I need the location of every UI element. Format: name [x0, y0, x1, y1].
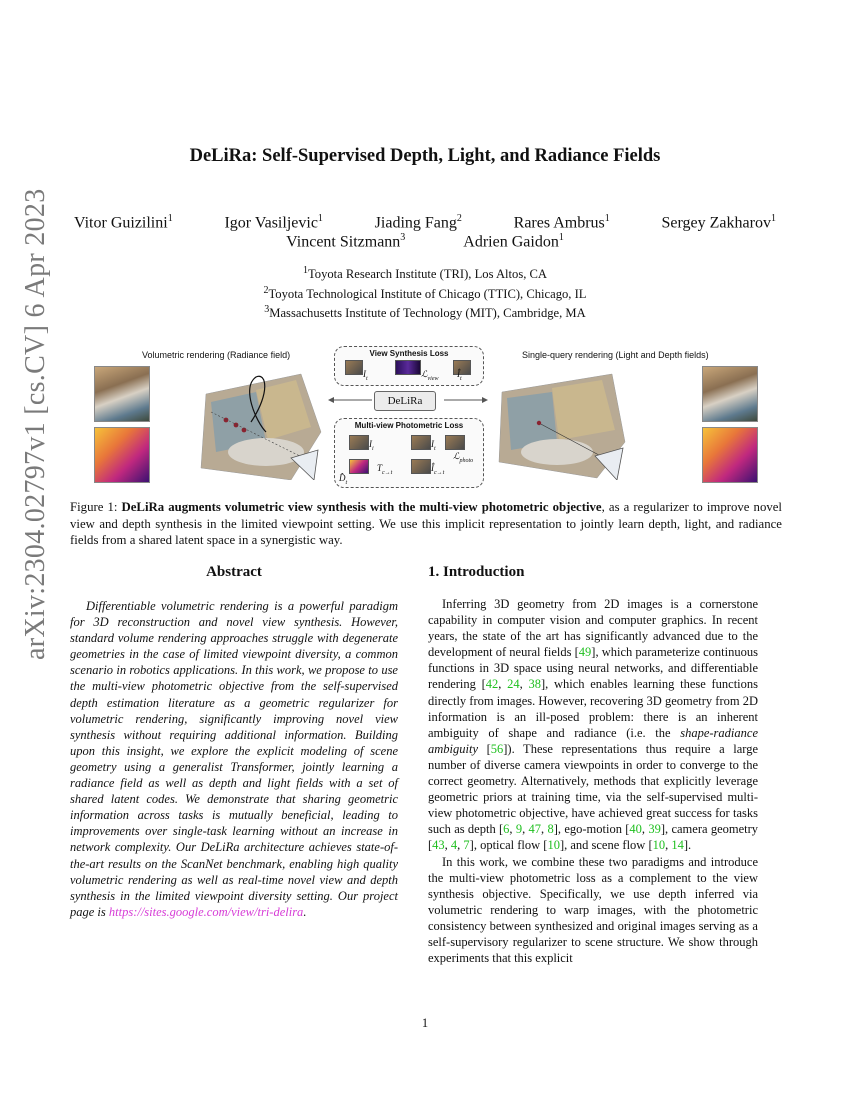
paragraph-text: ], ego-motion [ — [553, 822, 630, 837]
figure-caption — [70, 499, 782, 549]
paragraph-text: ], which parameterize continuous functions in 3D space using neural networks, and differentiable rendering [ — [428, 645, 758, 692]
paragraph-text: , — [665, 838, 672, 853]
caption-rest: , as a regularizer to improve novel view and depth synthesis in the limited viewpoint setting. We use this implicit representation to jointly learn depth, light, and radiance fields from a shared latent space in a synergistic way. — [70, 500, 782, 547]
paragraph-text: ], and scene flow [ — [559, 838, 653, 853]
citation-link[interactable]: 8 — [547, 822, 554, 837]
caption-bold: DeLiRa augments volumetric view synthesis with the multi-view photometric objective — [121, 500, 602, 514]
citation-link[interactable]: 4 — [450, 838, 458, 853]
caption-label: Figure 1: — [70, 500, 118, 514]
figure-label-right: Single-query rendering (Light and Depth fields) — [522, 350, 709, 360]
citation-link[interactable]: 9 — [515, 822, 523, 837]
math-target-image: $I_t$ — [363, 369, 368, 382]
author-name: Adrien Gaidon$^1$ — [463, 232, 564, 251]
author-row-2 — [60, 232, 790, 251]
paragraph-text: Inferring 3D geometry from 2D images is a cornerstone capability in computer vision and computer graphics. In recent years, the state of the art has significantly advanced due to the development of neural fields [ — [428, 597, 758, 660]
warped-image-thumb — [411, 459, 431, 474]
affiliation-line: $^2$Toyota Technological Institute of Chicago (TTIC), Chicago, IL — [263, 284, 587, 301]
citation-link[interactable]: 38 — [528, 677, 541, 692]
citation-link[interactable]: 10 — [652, 838, 666, 853]
context-image-thumb — [349, 435, 369, 450]
citation-link[interactable]: 6 — [503, 822, 510, 837]
citation-link[interactable]: 7 — [463, 838, 470, 853]
paragraph-text: , — [641, 822, 649, 837]
depth-image-left — [94, 427, 150, 483]
math-photo-loss: ℒ$_{photo}$ — [453, 451, 474, 464]
abstract-column — [70, 564, 398, 920]
author-list — [60, 213, 790, 252]
citation-link[interactable]: 24 — [507, 677, 520, 692]
page-number: 1 — [421, 1016, 429, 1030]
math-view-loss: ℒ$_{view}$ — [421, 369, 439, 382]
author-name: Sergey Zakharov$^1$ — [661, 213, 776, 232]
photo-source-thumb — [445, 435, 465, 450]
abstract-heading: Abstract — [206, 564, 262, 580]
rgb-image-left — [94, 366, 150, 422]
paragraph-text: , — [509, 822, 516, 837]
introduction-paragraph-2: In this work, we combine these two paradigms and introduce the multi-view photometric loss as a complement to the view synthesis objective. Specifically, we use depth inferred via volumetric rendering to warp images, with the photometric consistency between synthesized and original images serving as a self-supervisory regularizer to scene structure. We show through experiments that this explicit — [428, 854, 758, 966]
citation-link[interactable]: 10 — [547, 838, 560, 853]
depth-image-right — [702, 427, 758, 483]
citation-link[interactable]: 42 — [485, 677, 499, 692]
math-depth: $D̂_t$ — [339, 473, 348, 486]
target-image-thumb — [345, 360, 363, 375]
introduction-column — [428, 564, 758, 966]
paragraph-text: ]). These representations thus require a large number of diverse camera viewpoints in order to converge to the correct geometry. Alternatively, methods that explicitly leverage geometric priors at training time, via the self-supervised multi-view photometric objective, have achieved great success for tasks such as depth [ — [428, 741, 758, 837]
paragraph-text: ]. — [683, 838, 692, 853]
citation-link[interactable]: 39 — [648, 822, 661, 837]
math-target-image-2: $I_t$ — [431, 439, 436, 452]
synthesized-image-thumb — [453, 360, 471, 375]
view-synthesis-loss-box — [334, 346, 484, 386]
rgb-image-right — [702, 366, 758, 422]
emphasis-text: shape-radiance ambiguity — [428, 725, 758, 756]
photometric-loss-title: Multi-view Photometric Loss — [354, 421, 464, 430]
paragraph-text: [ — [478, 741, 491, 756]
affiliation-line: $^3$Massachusetts Institute of Technology (MIT), Cambridge, MA — [264, 304, 586, 321]
author-name: Igor Vasiljevic$^1$ — [224, 213, 323, 232]
introduction-paragraph-1 — [428, 596, 758, 854]
introduction-heading: 1. Introduction — [428, 564, 525, 580]
citation-link[interactable]: 14 — [671, 838, 684, 853]
citation-link[interactable]: 56 — [490, 741, 504, 756]
delira-center-label: DeLiRa — [374, 391, 436, 411]
paragraph-text: , — [498, 677, 508, 692]
citation-link[interactable]: 43 — [432, 838, 445, 853]
figure-label-left: Volumetric rendering (Radiance field) — [142, 350, 291, 360]
view-synthesis-loss-title: View Synthesis Loss — [369, 349, 449, 358]
arxiv-identifier: arXiv:2304.02797v1 [cs.CV] 6 Apr 2023 — [20, 188, 51, 660]
citation-link[interactable]: 40 — [629, 822, 642, 837]
abstract-body: Differentiable volumetric rendering is a powerful paradigm for 3D reconstruction and novel view synthesis. However, standard volume rendering approaches struggle with degenerate geometries in the case of limited viewpoint diversity, a common scenario in robotics applications. In this work, we propose to use the multi-view photometric objective from the self-supervised depth estimation literature as a geometric regularizer for volumetric rendering, significantly improving novel view synthesis without requiring additional information. Building upon this insight, we explore the explicit modeling of scene geometry using a generalist Transformer, jointly learning a radiance field as well as depth and light fields with a set of shared latent codes. We demonstrate that sharing geometric information across tasks is mutually beneficial, leading to improvements over single-task learning without an increase in network complexity. Our DeLiRa architecture achieves state-of-the-art results on the ScanNet benchmark, enabling high quality volumetric rendering as well as real-time novel view and depth synthesis in the limited viewpoint diversity setting. Our project page is https://sites.google.com/view/tri-delira. — [70, 599, 398, 919]
figure-1 — [92, 344, 758, 488]
paragraph-text: , — [519, 677, 529, 692]
paragraph-text: , — [457, 838, 464, 853]
paragraph-text: , — [522, 822, 529, 837]
math-synth-image: $Î_t$ — [457, 369, 462, 382]
citation-link[interactable]: 47 — [528, 822, 542, 837]
photo-target-thumb — [411, 435, 431, 450]
affiliations — [0, 263, 850, 322]
paragraph-text: , — [541, 822, 548, 837]
math-transform: $T_{c\to t}$ — [377, 463, 393, 476]
author-name: Vincent Sitzmann$^3$ — [286, 232, 406, 251]
depth-thumb — [349, 459, 369, 474]
math-warped-image: $Î_{c\to t}$ — [431, 463, 445, 476]
single-query-render-scene — [497, 372, 627, 480]
view-loss-map-thumb — [395, 360, 421, 375]
photometric-loss-box — [334, 418, 484, 488]
math-context-image: $I_i$ — [369, 439, 374, 452]
paragraph-text: , — [444, 838, 451, 853]
author-name: Vitor Guizilini$^1$ — [74, 213, 173, 232]
author-name: Jiading Fang$^2$ — [374, 213, 462, 232]
paper-title: DeLiRa: Self-Supervised Depth, Light, and Radiance Fields — [189, 146, 661, 166]
paragraph-text: ], camera geometry [ — [428, 822, 759, 853]
volumetric-render-scene — [196, 372, 326, 480]
author-row-1 — [60, 213, 790, 232]
affiliation-line: $^1$Toyota Research Institute (TRI), Los Altos, CA — [302, 265, 548, 282]
paragraph-text: ], which enables learning these functions directly from images. However, recovering 3D geometry from 2D information is an ill-posed problem: there is an inherent ambiguity of shape and radiance (i.e. the — [428, 677, 759, 740]
project-page-link[interactable]: https://sites.google.com/view/tri-delira — [108, 904, 304, 919]
author-name: Rares Ambrus$^1$ — [513, 213, 610, 232]
citation-link[interactable]: 49 — [578, 645, 592, 660]
paragraph-text: ], optical flow [ — [469, 838, 548, 853]
